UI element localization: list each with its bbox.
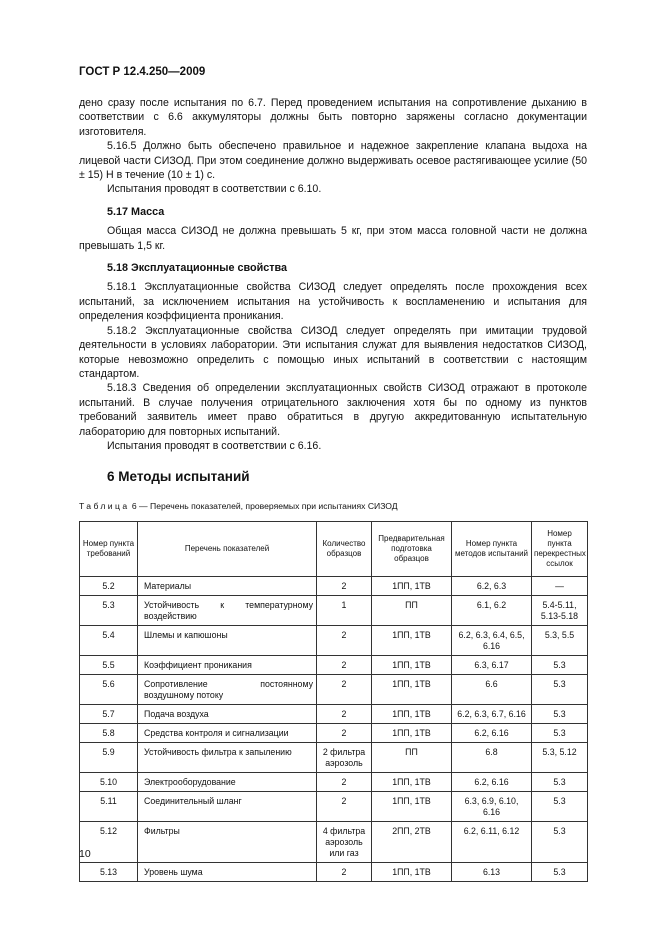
cell-cross-ref: 5.3, 5.5 (532, 626, 588, 656)
cell-test-method: 6.2, 6.11, 6.12 (452, 822, 532, 863)
table-row (80, 724, 588, 743)
cell-indicator: Шлемы и капюшоны (138, 626, 317, 656)
cell-cross-ref: 5.3 (532, 792, 588, 822)
cell-preparation: 1ПП, 1ТВ (372, 773, 452, 792)
cell-cross-ref: 5.3 (532, 705, 588, 724)
paragraph-5-18-3: 5.18.3 Сведения об определении эксплуатационных свойств СИЗОД отражают в протоколе испытаний. В случае получения отрицательного заключения хотя бы по одному из пунктов требований заявитель имеет право обратиться в другую аккредитованную испытательную лабораторию для повторных испытаний. (79, 382, 587, 438)
cell-preparation: 1ПП, 1ТВ (372, 724, 452, 743)
table-caption-text: 6 — Перечень показателей, проверяемых при испытаниях СИЗОД (129, 500, 398, 511)
cell-sample-count: 4 фильтра аэрозоль или газ (317, 822, 372, 863)
table-row (80, 743, 588, 773)
table-row (80, 626, 588, 656)
section-6-heading: 6 Методы испытаний (107, 469, 250, 485)
cell-test-method: 6.2, 6.16 (452, 724, 532, 743)
cell-cross-ref: 5.3 (532, 656, 588, 675)
cell-preparation: 1ПП, 1ТВ (372, 792, 452, 822)
cell-requirement: 5.3 (80, 596, 138, 626)
standard-header: ГОСТ Р 12.4.250—2009 (79, 66, 206, 78)
cell-test-method: 6.13 (452, 863, 532, 882)
cell-preparation: 1ПП, 1ТВ (372, 577, 452, 596)
cell-cross-ref: 5.3 (532, 675, 588, 705)
paragraph-5-18-2: 5.18.2 Эксплуатационные свойства СИЗОД следует определять при имитации трудовой деятельности в условиях лаборатории. Эти испытания служат для выявления недостатков СИЗОД, которые невозможно определить с помощью иных испытаний в соответствии с настоящим стандартом. (79, 324, 587, 380)
cell-cross-ref: 5.3 (532, 773, 588, 792)
cell-indicator: Подача воздуха (138, 705, 317, 724)
cell-sample-count: 2 (317, 863, 372, 882)
section-5-18-heading: 5.18 Эксплуатационные свойства (107, 262, 288, 275)
col-header-indicators: Перечень показателей (138, 522, 317, 577)
cell-cross-ref: 5.3, 5.12 (532, 743, 588, 773)
cell-test-method: 6.3, 6.17 (452, 656, 532, 675)
cell-indicator: Средства контроля и сигнализации (138, 724, 317, 743)
cell-test-method: 6.1, 6.2 (452, 596, 532, 626)
table-row (80, 705, 588, 724)
cell-indicator: Коэффициент проникания (138, 656, 317, 675)
table-row (80, 596, 588, 626)
cell-cross-ref: — (532, 577, 588, 596)
table-row (80, 675, 588, 705)
cell-indicator: Материалы (138, 577, 317, 596)
cell-preparation: 1ПП, 1ТВ (372, 863, 452, 882)
cell-sample-count: 2 (317, 626, 372, 656)
paragraph-mass: Общая масса СИЗОД не должна превышать 5 кг, при этом масса головной части не должна превышать 1,5 кг. (79, 225, 587, 252)
cell-preparation: 1ПП, 1ТВ (372, 656, 452, 675)
cell-sample-count: 2 (317, 773, 372, 792)
col-header-sample-count: Количество образцов (317, 522, 372, 577)
document-body (79, 96, 587, 882)
cell-test-method: 6.2, 6.3, 6.4, 6.5, 6.16 (452, 626, 532, 656)
cell-preparation: 1ПП, 1ТВ (372, 626, 452, 656)
col-header-test-method: Номер пункта методов испытаний (452, 522, 532, 577)
indicators-table (79, 521, 588, 882)
cell-requirement: 5.10 (80, 773, 138, 792)
cell-requirement: 5.2 (80, 577, 138, 596)
cell-preparation: 2ПП, 2ТВ (372, 822, 452, 863)
cell-sample-count: 2 (317, 792, 372, 822)
cell-cross-ref: 5.3 (532, 863, 588, 882)
paragraph-test-ref-6-10: Испытания проводят в соответствии с 6.10. (107, 183, 322, 196)
cell-sample-count: 2 (317, 705, 372, 724)
cell-test-method: 6.2, 6.16 (452, 773, 532, 792)
table-caption-label: Таблица (79, 500, 130, 511)
cell-indicator: Устойчивость к температурному воздействию (138, 596, 317, 626)
cell-indicator: Сопротивление постоянному воздушному потоку (138, 675, 317, 705)
col-header-cross-ref: Номер пункта перекрестных ссылок (532, 522, 588, 577)
cell-preparation: ПП (372, 596, 452, 626)
table-header-row (80, 522, 588, 577)
cell-test-method: 6.2, 6.3 (452, 577, 532, 596)
cell-sample-count: 2 фильтра аэрозоль (317, 743, 372, 773)
cell-test-method: 6.8 (452, 743, 532, 773)
cell-requirement: 5.11 (80, 792, 138, 822)
cell-requirement: 5.7 (80, 705, 138, 724)
table-row (80, 773, 588, 792)
cell-sample-count: 2 (317, 724, 372, 743)
table-row (80, 656, 588, 675)
table-row (80, 822, 588, 863)
cell-indicator: Фильтры (138, 822, 317, 863)
paragraph-continuation: дено сразу после испытания по 6.7. Перед проведением испытания на сопротивление дыханию в соответствии с 6.6 аккумуляторы должны быть повторно заряжены согласно документации изготовителя. (79, 97, 587, 138)
table-row (80, 577, 588, 596)
cell-sample-count: 1 (317, 596, 372, 626)
table-caption (79, 499, 587, 513)
table-row (80, 863, 588, 882)
cell-test-method: 6.3, 6.9, 6.10, 6.16 (452, 792, 532, 822)
table-body (80, 577, 588, 882)
cell-sample-count: 2 (317, 577, 372, 596)
paragraph-5-16-5: 5.16.5 Должно быть обеспечено правильное и надежное закрепление клапана выдоха на лицевой части СИЗОД. При этом соединение должно выдерживать осевое растягивающее усилие (50 ± 15) Н в течение (10 ± 1) с. (79, 140, 587, 182)
cell-cross-ref: 5.3 (532, 822, 588, 863)
cell-indicator: Уровень шума (138, 863, 317, 882)
cell-indicator: Электрооборудование (138, 773, 317, 792)
cell-requirement: 5.8 (80, 724, 138, 743)
cell-requirement: 5.6 (80, 675, 138, 705)
cell-cross-ref: 5.4-5.11, 5.13-5.18 (532, 596, 588, 626)
col-header-preparation: Предварительная подготовка образцов (372, 522, 452, 577)
section-5-17-heading: 5.17 Масса (107, 205, 165, 218)
cell-preparation: 1ПП, 1ТВ (372, 705, 452, 724)
cell-requirement: 5.4 (80, 626, 138, 656)
cell-sample-count: 2 (317, 675, 372, 705)
cell-requirement: 5.5 (80, 656, 138, 675)
cell-preparation: 1ПП, 1ТВ (372, 675, 452, 705)
table-row (80, 792, 588, 822)
cell-test-method: 6.2, 6.3, 6.7, 6.16 (452, 705, 532, 724)
cell-requirement: 5.13 (80, 863, 138, 882)
page-number: 10 (79, 848, 91, 860)
cell-indicator: Устойчивость фильтра к запылению (138, 743, 317, 773)
cell-preparation: ПП (372, 743, 452, 773)
paragraph-5-18-1: 5.18.1 Эксплуатационные свойства СИЗОД следует определять после прохождения всех испытаний, за исключением испытания на устойчивость к воспламенению и испытания для определения коэффициента проникания. (79, 281, 587, 323)
cell-indicator: Соединительный шланг (138, 792, 317, 822)
cell-requirement: 5.9 (80, 743, 138, 773)
paragraph-test-ref-6-16: Испытания проводят в соответствии с 6.16. (107, 439, 322, 452)
cell-requirement: 5.12 (80, 822, 138, 863)
cell-cross-ref: 5.3 (532, 724, 588, 743)
col-header-requirement: Номер пункта требований (80, 522, 138, 577)
cell-sample-count: 2 (317, 656, 372, 675)
cell-test-method: 6.6 (452, 675, 532, 705)
